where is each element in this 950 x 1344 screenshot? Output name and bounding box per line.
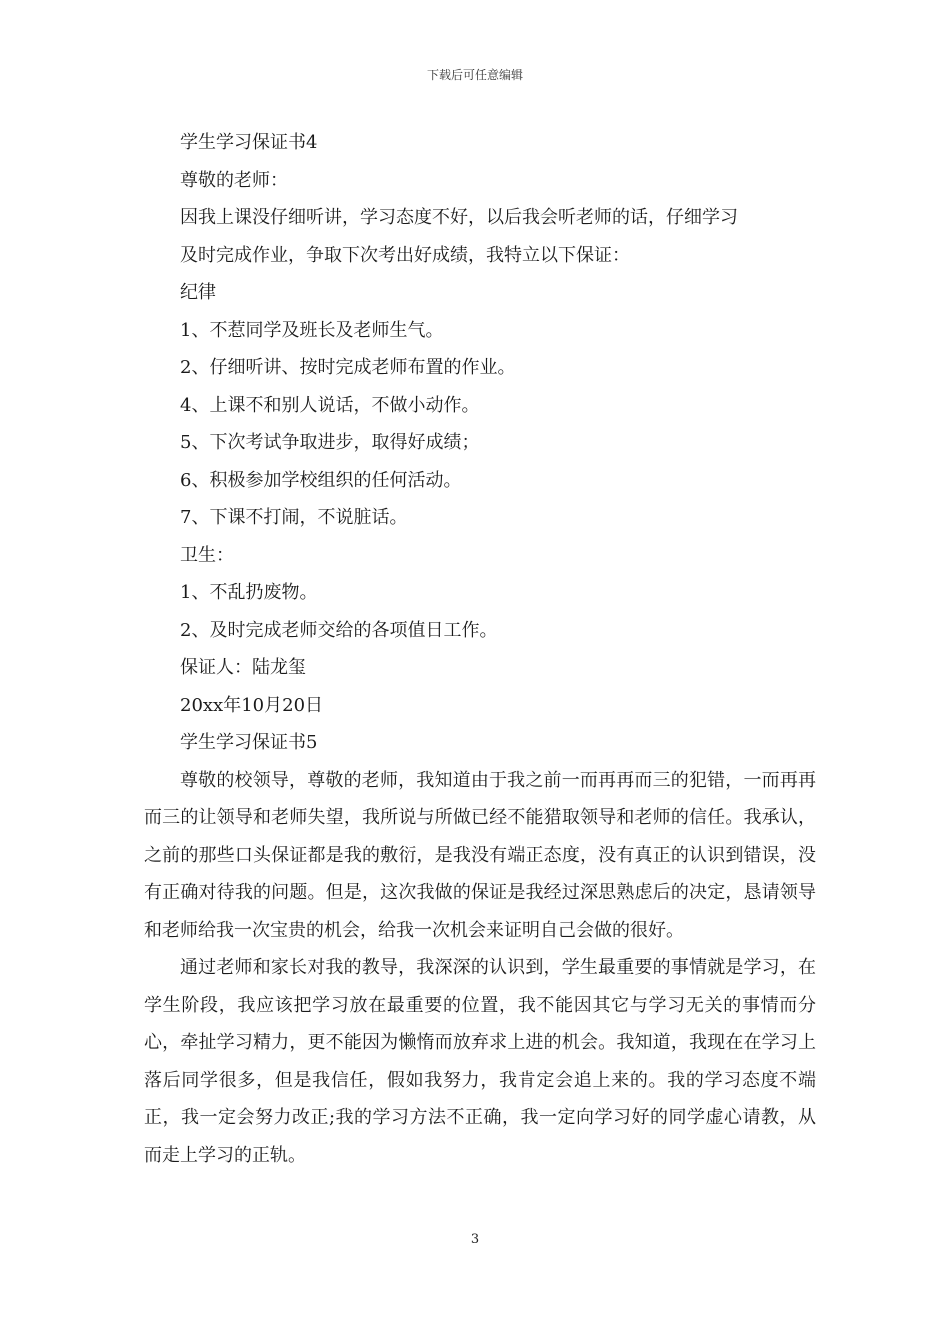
intro-line-1: 因我上课没仔细听讲，学习态度不好，以后我会听老师的话，仔细学习 (180, 207, 738, 228)
discipline-item: 4、上课不和别人说话，不做小动作。 (180, 394, 480, 416)
discipline-item: 2、仔细听讲、按时完成老师布置的作业。 (180, 357, 516, 378)
salutation: 尊敬的老师： (180, 169, 288, 191)
discipline-heading: 纪律 (180, 282, 216, 303)
section-title-5: 学生学习保证书5 (180, 732, 318, 753)
discipline-item: 1、不惹同学及班长及老师生气。 (180, 319, 444, 341)
page-number: 3 (470, 1232, 480, 1247)
discipline-item: 7、下课不打闹，不说脏话。 (180, 507, 408, 528)
hygiene-heading: 卫生： (180, 544, 234, 566)
document-body (144, 124, 816, 1174)
intro-line-2: 及时完成作业，争取下次考出好成绩，我特立以下保证： (180, 244, 630, 266)
page-header: 下载后可任意编辑 (426, 68, 523, 82)
body-paragraph: 尊敬的校领导，尊敬的老师，我知道由于我之前一而再再而三的犯错，一而再再而三的让领导和老师失望，我所说与所做已经不能猎取领导和老师的信任。我承认，之前的那些口头保证都是我的敷衍，是我没有端正态度，没有真正的认识到错误，没有正确对待我的问题。但是，这次我做的保证是我经过深思熟虑后的决定，恳请领导和老师给我一次宝贵的机会，给我一次机会来证明自己会做的很好。 (144, 769, 816, 941)
section-title-4: 学生学习保证书4 (180, 132, 318, 153)
discipline-item: 6、积极参加学校组织的任何活动。 (180, 469, 462, 491)
hygiene-item: 2、及时完成老师交给的各项值日工作。 (180, 619, 498, 641)
discipline-item: 5、下次考试争取进步，取得好成绩； (180, 432, 480, 453)
signatory: 保证人：陆龙玺 (180, 657, 306, 678)
date: 20xx年10月20日 (180, 694, 324, 716)
body-paragraph: 通过老师和家长对我的教导，我深深的认识到，学生最重要的事情就是学习，在学生阶段，我应该把学习放在最重要的位置，我不能因其它与学习无关的事情而分心，牵扯学习精力，更不能因为懒惰而放弃求上进的机会。我知道，我现在在学习上落后同学很多，但是我信任，假如我努力，我肯定会追上来的。我的学习态度不端正，我一定会努力改正;我的学习方法不正确，我一定向学习好的同学虚心请教，从而走上学习的正轨。 (144, 957, 816, 1166)
hygiene-item: 1、不乱扔废物。 (180, 582, 318, 603)
